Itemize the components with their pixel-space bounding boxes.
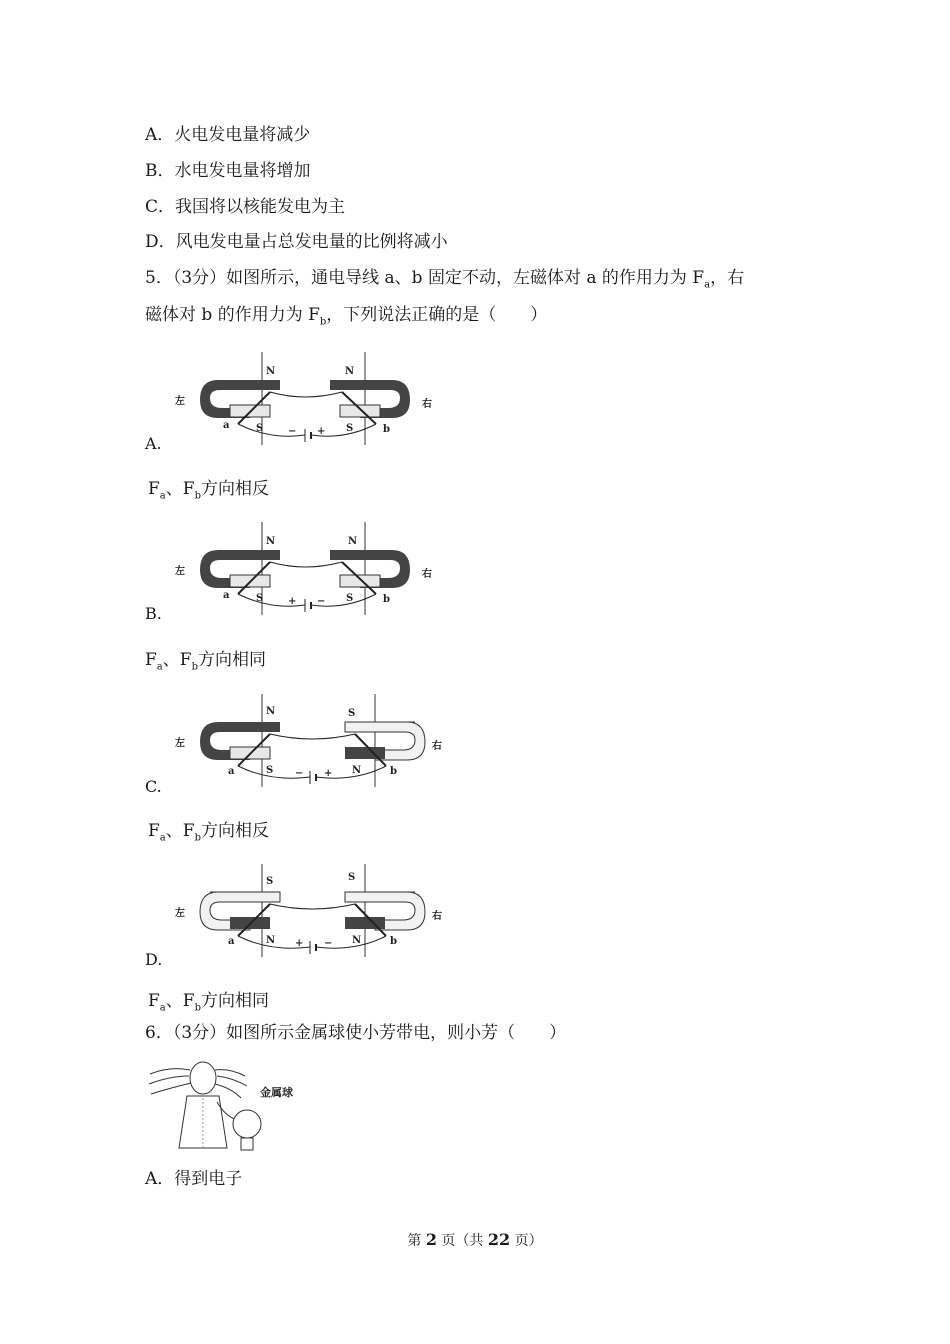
svg-text:N: N [266, 935, 276, 946]
svg-text:S: S [266, 765, 274, 776]
q4-option-a: A．火电发电量将减少 [145, 125, 311, 145]
q4-option-c: C．我国将以核能发电为主 [145, 197, 346, 217]
svg-text:N: N [345, 366, 355, 377]
svg-text:N: N [266, 706, 276, 717]
svg-text:a: a [223, 420, 230, 431]
q5-figure-a [170, 350, 440, 450]
svg-text:N: N [352, 765, 362, 776]
svg-text:左: 左 [175, 908, 185, 919]
q5-option-a-letter: A. [145, 434, 162, 453]
q5-option-d-caption: $F_a$、$F_b$方向相同 [148, 991, 269, 1014]
q4-option-d: D．风电发电量占总发电量的比例将减小 [145, 232, 448, 252]
svg-text:S: S [348, 872, 356, 883]
page-number: 2 [425, 1230, 437, 1249]
q6-stem: 6．（3分）如图所示金属球使小芳带电，则小芳（ ） [145, 1023, 567, 1043]
q5-option-c-caption: $F_a$、$F_b$方向相反 [148, 821, 269, 844]
q5-figure-b [170, 520, 440, 620]
svg-text:a: a [228, 766, 235, 777]
q5-stem-line1: 5．（3分）如图所示，通电导线 a、b 固定不动，左磁体对 a 的作用力为 $F_a$，右 [145, 268, 745, 291]
svg-text:+: + [317, 426, 326, 437]
q5-option-d-letter: D. [145, 950, 163, 969]
page-footer: 第 2 页（共 22 页） [407, 1230, 543, 1249]
svg-text:b: b [383, 424, 390, 435]
q5-option-c-letter: C. [145, 777, 162, 796]
svg-text:N: N [352, 935, 362, 946]
svg-text:N: N [266, 366, 276, 377]
q5-option-b-caption: $F_a$、$F_b$方向相同 [145, 650, 266, 673]
svg-text:a: a [228, 936, 235, 947]
fig-label-right: 右 [422, 399, 432, 410]
svg-text:左: 左 [175, 738, 185, 749]
svg-text:b: b [390, 936, 397, 947]
svg-text:−: − [295, 768, 304, 779]
svg-text:+: + [295, 938, 304, 949]
svg-text:S: S [256, 423, 264, 434]
svg-text:a: a [223, 590, 230, 601]
q6-option-a: A．得到电子 [145, 1169, 243, 1189]
svg-text:−: − [317, 596, 326, 607]
svg-text:b: b [383, 594, 390, 605]
q5-stem-line2: 磁体对 b 的作用力为 $F_b$，下列说法正确的是（ ） [145, 305, 548, 328]
metal-ball-label: 金属球 [260, 1086, 293, 1099]
page-total: 22 [487, 1230, 511, 1249]
q5-option-b-letter: B. [145, 604, 162, 623]
svg-text:S: S [346, 593, 354, 604]
svg-text:右: 右 [422, 569, 432, 580]
svg-text:右: 右 [432, 741, 442, 752]
q6-figure [145, 1058, 305, 1153]
q4-option-b: B．水电发电量将增加 [145, 161, 311, 181]
q5-figure-c [170, 692, 450, 792]
fig-label-left: 左 [175, 396, 185, 407]
svg-text:S: S [266, 876, 274, 887]
svg-text:−: − [288, 426, 297, 437]
svg-text:N: N [348, 536, 358, 547]
svg-text:N: N [266, 536, 276, 547]
svg-text:b: b [390, 766, 397, 777]
svg-text:S: S [256, 593, 264, 604]
svg-text:+: + [288, 596, 297, 607]
svg-text:S: S [348, 708, 356, 719]
svg-text:S: S [346, 423, 354, 434]
q5-figure-d [170, 862, 450, 962]
svg-text:−: − [324, 938, 333, 949]
q5-option-a-caption: $F_a$、$F_b$方向相反 [148, 479, 269, 502]
svg-text:左: 左 [175, 566, 185, 577]
svg-text:右: 右 [432, 911, 442, 922]
svg-text:+: + [324, 768, 333, 779]
